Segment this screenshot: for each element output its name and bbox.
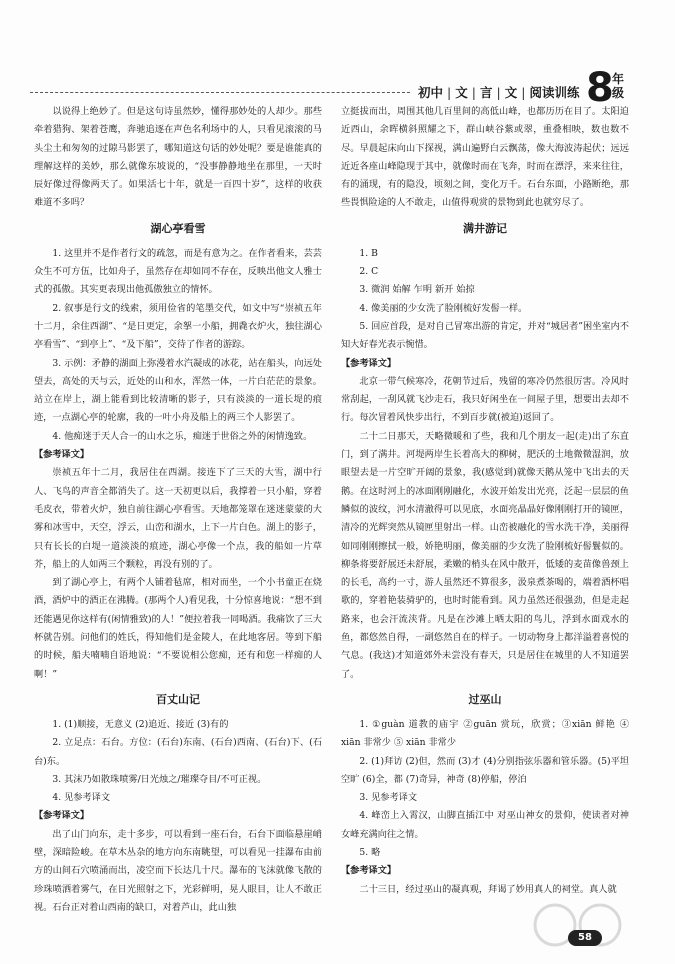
grade-number: 8 [586, 65, 614, 111]
answer-item: 2. C [359, 266, 379, 278]
page-header [0, 0, 675, 110]
paragraph: 北京一带气候寒冷，花朝节过后，残留的寒冷仍然很厉害。冷风时常刮起，一刮风就飞沙走石，我只好闲坐在一间屋子里，想要出去却不行。每次冒着风快步出行，不到百步就(被迫)返回了。 [341, 375, 629, 424]
answer-item: 1. B [359, 247, 378, 259]
answer-item: 2. 叙事是行文的线索，须用俭省的笔墨交代，如文中写“崇祯五年十二月，余住西湖”、“是日更定，余挐一小船，拥毳衣炉火，独往湖心亭看雪”、“到亭上”、“及下船”，交待了作者的游踪。 [34, 302, 322, 351]
left-column [34, 103, 322, 917]
answer-item: 2. 立足点：石台。方位：(石台)东南、(石台)西南、(石台)下、(石台)东。 [34, 737, 322, 767]
paragraph: 立挺拔而出，周围其他几百里间的高低山峰，也都历历在目了。太阳迫近西山，余晖横斜照耀之下，群山峡谷紫或翠，重叠相映，数也数不尽。早晨起床向山下探视，满山遍野白云飘荡，像大海波涛起伏；远远近近各座山峰隐现于其中，就像时而在飞奔，时而在漂浮，来来往往，有的涌现，有的隐没，顷刻之间，变化万千。石台东面，小路断绝，那些畏惧险途的人不敢走，山值得观赏的景物到此也就穷尽了。 [341, 106, 629, 209]
paragraph: 以说得上绝妙了。但是这句诗虽然妙，懂得那妙处的人却少。那些牵着猎狗、架着苍鹰，奔驰追逐在声色名利场中的人，只看见滚滚的马头尘土和匆匆的过隙马影罢了，哪知道这句话的妙处呢？要是谁能真的理解这样的美妙，那么就像东坡说的，“没事静静地坐在那里，一天时辰好像过得像两天了。如果活七十年，就是一百四十岁”，这样的收获难道不多吗？ [34, 106, 322, 209]
subject-char-2: 言 [479, 85, 493, 100]
reference-heading: 【参考译文】 [34, 810, 90, 822]
header-dashed-line [30, 92, 410, 93]
grade-text: 年级 [612, 72, 625, 100]
answer-item: 4. 他痴迷于天人合一的山水之乐，痴迷于世俗之外的闲情逸致。 [52, 430, 313, 442]
section-title: 满井游记 [463, 221, 507, 235]
right-column [341, 103, 629, 899]
answer-item: 3. 见参考译文 [359, 792, 418, 804]
reference-heading: 【参考译文】 [341, 865, 397, 877]
answer-item: 5. 略 [359, 846, 381, 858]
page-number: 58 [568, 930, 602, 946]
subject-char-1: 文 [455, 85, 468, 100]
answer-item: 3. 示例：矛静的湖面上弥漫着水汽凝成的冰花，站在船头，向远处望去，高处的天与云，近处的山和水，浑然一体，一片白茫茫的景象。站立在岸上，湖上能看到比较清晰的影子，只有淡淡的一道长堤的痕迹，一点湖心亭的轮廓，我的一叶小舟及船上的两三个人影罢了。 [34, 357, 322, 424]
answer-item: 1. (1)顺接，无意义 (2)追近、接近 (3)有的 [52, 718, 229, 730]
paragraph: 到了湖心亭上，有两个人铺着毡席，相对而坐，一个小书童正在烧酒，酒炉中的酒正在沸腾。(那两个人)看见我，十分惊喜地说：“想不到还能遇见你这样有(闲情雅致)的人！”便拉着我一同喝酒。我痛饮了三大杯就告别。问他们的姓氏，得知他们是金陵人，在此地客居。等到下船的时候，船夫喃喃自语地说：“不要说相公您痴，还有和您一样痴的人啊！” [34, 577, 322, 680]
answer-item: 4. 像美丽的少女洗了脸刚梳好发髻一样。 [359, 302, 528, 314]
answer-item: 4. 峰峦上入霄汉，山脚直插江中 对巫山神女的景仰，使读者对神女峰充满向往之情。 [341, 810, 629, 840]
answer-item: 4. 见参考译文 [52, 792, 111, 804]
answer-item: 2. (1)拜访 (2)但，然而 (3)才 (4)分别指弦乐器和管乐器。(5)平坦空旷 (6)全，都 (7)奇异，神奇 (8)停船，停泊 [341, 755, 629, 785]
subject-char-3: 文 [504, 85, 518, 100]
answer-item: 3. 其沫乃如散珠喷雾/日光烛之/璀璨夺目/不可正视。 [52, 773, 267, 785]
answer-item: 3. 微润 始解 乍明 新开 始掠 [359, 284, 475, 296]
paragraph: 二十三日，经过巫山的凝真观，拜谒了妙用真人的祠堂。真人就 [359, 883, 617, 895]
reference-heading: 【参考译文】 [34, 449, 90, 461]
answer-item: 1. 这里并不是作者行文的疏忽，而是有意为之。在作者看来，芸芸众生不可方伍，比如舟子，虽然存在却如同不存在，反映出他文人雅士式的孤傲。其实更表现出他孤傲独立的情怀。 [34, 247, 322, 296]
paragraph: 崇祯五年十二月，我居住在西湖。接连下了三天的大雪，湖中行人、飞鸟的声音全都消失了。这一天初更以后，我撑着一只小船，穿着毛皮衣，带着火炉，独自前往湖心亭看雪。天地都笼罩在迷迷蒙蒙的大雾和冰雪中，天空，浮云，山峦和湖水，上下一片白色。湖上的影子，只有长长的白堤一道淡淡的痕迹，湖心亭像一个点，我的船如一片草芥，船上的人如两三个颗粒，再没有别的了。 [34, 467, 322, 570]
paragraph: 出了山门向东，走十多步，可以看到一座石台，石台下面临悬崖峭壁，深暗险峻。在草木丛杂的地方向东南眺望，可以看见一挂瀑布由前方的山间石穴喷涌而出，凌空而下长达几十尺。瀑布的飞沫就像飞散的珍珠喷洒着雾气，在日光照射之下，光彩鲜明，晃人眼目，让人不敢正视。石台正对着山西南的缺口，对着芦山，此山独 [34, 828, 322, 913]
answer-item: 1. ①guàn 道教的庙宇 ②guān 赏玩，欣赏；③xiān 鲜艳 ④ xiān 非常少 ⑤ xiān 非常少 [341, 718, 629, 749]
section-title: 百丈山记 [156, 692, 200, 706]
level-label: 初中 [418, 85, 444, 100]
section-title: 过巫山 [468, 692, 502, 706]
series-title: 初中 | 文 | 言 | 文 | 阅读训练 [418, 85, 580, 100]
section-title: 湖心亭看雪 [150, 221, 206, 235]
paragraph: 二十二日那天，天略微暖和了些，我和几个朋友一起(走)出了东直门，到了满井。河堤两岸生长着高大的柳树，肥沃的土地微微湿润，放眼望去是一片空旷开阔的景象，我(感觉到)就像天鹅从笼中飞出去的天鹅。在这时河上的冰面刚刚融化，水波开始发出光亮，泛起一层层的鱼鳞似的波纹，河水清澈得可以见底，水面亮晶晶好像刚刚打开的镜匣，清冷的光辉突然从镜匣里射出一样。山峦被融化的雪水洗干净，美丽得如同刚刚擦拭一般，娇艳明丽，像美丽的少女洗了脸刚梳好髻鬟似的。柳条将要舒展还未舒展，柔嫩的梢头在风中散开，低矮的麦苗像兽颈上的长毛，高约一寸，游人虽然还不算很多，汲泉煮茶喝的，端着酒杯唱歌的，穿着艳装骑驴的，也时时能看到。风力虽然还很强劲，但是走起路来，也会汗流浃背。凡是在沙滩上晒太阳的鸟儿，浮到水面戏水的鱼，都悠然自得，一副悠然自在的样子。一切动物身上都洋溢着喜悦的气息。(我这)才知道郊外未尝没有春天，只是居住在城里的人不知道罢了。 [341, 430, 629, 680]
reference-heading: 【参考译文】 [341, 357, 397, 369]
answer-item: 5. 回应首段，是对自己冒寒出游的肯定，并对“城居者”困坐室内不知大好春光表示惋惜。 [341, 320, 629, 351]
series-label: 阅读训练 [529, 85, 580, 100]
